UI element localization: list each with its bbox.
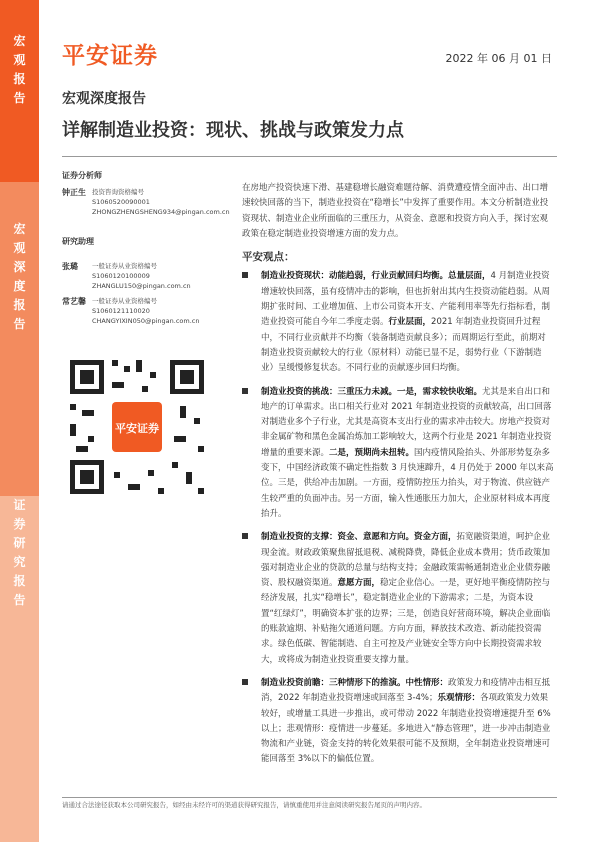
key-point-lead: 制造业投资的支撑：资金、意愿和方向。资金方面，: [261, 532, 457, 543]
sidebar-char: 宏: [13, 34, 26, 48]
sidebar-char: 深: [13, 260, 26, 274]
sidebar-char: 宏: [13, 222, 26, 236]
qr-code-graphic: [62, 352, 212, 502]
key-point-text: 稳定企业信心。一是，更好地平衡疫情防控与经济发展，扎实“稳增长”，稳定制造业企业的下游需求；二是，为资本设置“红绿灯”，明确资本扩张的边界；三是，创造良好营商环境，解决企业面临的账款逾期、补贴拖欠通道问题。方向方面，释放技术改造、新动能投资需求。绿色低碳、智能制造、自主可控及产业链安全等方向中长期投资需求较大，或将成为制造业投资重要支撑力量。: [261, 578, 551, 665]
sidebar-char: 度: [13, 279, 26, 293]
key-point-text: 尤其是来自出口和地产的订单需求。出口相关行业对 2021 年制造业投资的贡献较高，出口回落对制造业多个子行业，尤其是高资本支出行业的需求冲击较大。房地产投资对非金属矿物和黑色金属冶炼加工影响较大，这两个行业是 2021 年制造业投资增量的重要来源。: [261, 386, 552, 458]
key-point-text: 2021 年制造业投资回升过程中，不同行业贡献并不均衡（装备制造贡献良多）；而周期运行至此，前期对制造业投资贡献较大的行业（原材料）动能已显不足，弱势行业（下游制造业）呈缓慢修复状态。不同行业的贡献逐步回归均衡。: [261, 317, 546, 374]
sidebar-char: 观: [13, 53, 26, 67]
sidebar-char: 研: [13, 536, 26, 550]
analyst-email[interactable]: ZHONGZHENGSHENG934@pingan.com.cn: [92, 208, 230, 216]
bullet-icon: [242, 272, 248, 278]
analyst-heading: 证券分析师: [62, 171, 102, 180]
assistant-entry: [62, 296, 237, 326]
analyst-cert-number: S1060520090001: [92, 198, 150, 206]
intro-paragraph: 在房地产投资快速下滑、基建稳增长融资难题待解、消费遭疫情全面冲击、出口增速较快回落的当下，制造业投资在“稳增长”中发挥了重要作用。本文分析制造业投资现状、制造业企业所面临的三重压力，从资金、意愿和投资方向入手，探讨宏观政策在稳定制造业投资增速方面的发力点。: [242, 183, 549, 239]
key-point-lead: 二是，预期尚未扭转。: [329, 447, 415, 458]
footer-divider: [62, 797, 557, 798]
key-point-text: 国内疫情风险抬头、外部形势复杂多变下，中国经济政策不确定性指数 3 月快速蹿升，4 月仍处于 2000 年以来高位。三是，供给冲击加剧。一方面，疫情防控压力抬头，对于物流、供应链产生较严重的负面冲击。另一方面，输入性通胀压力加大，企业原材料成本再度抬升。: [261, 447, 554, 519]
sidebar-char: 告: [13, 593, 26, 607]
key-point-lead: 行业层面，: [388, 317, 432, 328]
header-divider: [62, 156, 557, 157]
key-point-lead: 制造业投资的挑战：三重压力未减。一是，需求较快收缩。: [261, 386, 483, 397]
sidebar-char: 券: [13, 517, 26, 531]
brand-logo: 平安证券: [62, 43, 158, 69]
sidebar-char: 观: [13, 241, 26, 255]
assistant-name: 张璐: [62, 262, 78, 271]
views-heading: 平安观点：: [242, 251, 295, 264]
main-content: [242, 181, 554, 776]
footer-disclaimer: 请通过合法途径获取本公司研究报告，如经由未经许可的渠道获得研究报告，请慎重使用并注意阅读研究报告尾页的声明内容。: [62, 801, 426, 809]
assistant-entry: [62, 261, 237, 291]
sidebar-char: 报: [13, 72, 26, 86]
sidebar-tag-macro-deep-report: [0, 182, 39, 496]
key-point: [242, 530, 554, 668]
sidebar: [0, 0, 39, 842]
assistant-name: 常艺馨: [62, 297, 86, 306]
key-point: [242, 269, 554, 376]
bullet-icon: [242, 388, 248, 394]
key-point-text: 4 月制造业投资增速较快回落，虽有疫情冲击的影响，但也折射出其内生投资动能趋弱。从周期扩张时间、工业增加值、上市公司资本开支、产能利用率等先行指标看，制造业投资可能自今年二季度走弱。: [261, 271, 551, 328]
assistant-email[interactable]: ZHANGLU150@pingan.com.cn: [92, 282, 191, 290]
key-point-lead: 制造业投资前瞻：三种情形下的推演。中性情形：: [261, 677, 449, 688]
analyst-cert-label: 投资咨询资格编号: [92, 188, 144, 196]
sidebar-char: 告: [13, 91, 26, 105]
report-date: 2022 年 06 月 01 日: [445, 52, 552, 65]
bullet-icon: [242, 533, 248, 539]
key-point: [242, 385, 554, 523]
qr-code[interactable]: [62, 352, 212, 502]
key-point-text: 拓宽融资渠道，呵护企业现金流。财政政策聚焦留抵退税、减税降费，降低企业成本费用；货币政策加强对制造业企业的贷款的总量与结构支持；金融政策需畅通制造业企业债券融资、股权融资渠道。: [261, 532, 551, 589]
assistant-heading: 研究助理: [62, 237, 94, 246]
assistant-email[interactable]: CHANGYIXIN050@pingan.com.cn: [92, 317, 200, 325]
sidebar-tag-securities-research: [0, 496, 39, 842]
key-point-text: 各项政策发力效果较好，或增量工具进一步推出，或可带动 2022 年制造业投资增速提升至 6%以上；悲观情形：疫情进一步蔓延。多地进入“静态管理”，进一步冲击制造业物流和产业链，资金支持的转化效果很可能不及预期，全年制造业投资增速可能回落至 3%以下的偏低位置。: [261, 693, 551, 765]
document-type: 宏观深度报告: [62, 91, 146, 107]
qr-center-logo: 平安证券: [115, 422, 159, 435]
sidebar-char: 证: [13, 498, 26, 512]
page-title: 详解制造业投资：现状、挑战与政策发力点: [62, 120, 404, 141]
sidebar-char: 报: [13, 298, 26, 312]
sidebar-char: 告: [13, 317, 26, 331]
assistant-cert-label: 一般证券从业资格编号: [92, 297, 157, 305]
sidebar-char: 究: [13, 555, 26, 569]
assistant-cert-number: S1060120100009: [92, 272, 150, 280]
key-point-lead: 意愿方面，: [337, 578, 381, 589]
assistant-cert-label: 一般证券从业资格编号: [92, 262, 157, 270]
bullet-icon: [242, 679, 248, 685]
author-panel: [62, 170, 237, 331]
assistant-cert-number: S1060121110020: [92, 307, 150, 315]
analyst-entry: [62, 187, 237, 217]
key-point: [242, 676, 554, 768]
key-point-lead: 制造业投资现状：动能趋弱，行业贡献回归均衡。总量层面，: [261, 271, 491, 282]
sidebar-tag-macro-report: [0, 0, 39, 182]
key-point-text: 政策发力和疫情冲击相互抵消，2022 年制造业投资增速或回落至 3-4%；: [261, 677, 551, 704]
sidebar-char: 报: [13, 574, 26, 588]
analyst-name: 钟正生: [62, 188, 86, 197]
key-point-lead: 乐观情形：: [437, 693, 481, 704]
